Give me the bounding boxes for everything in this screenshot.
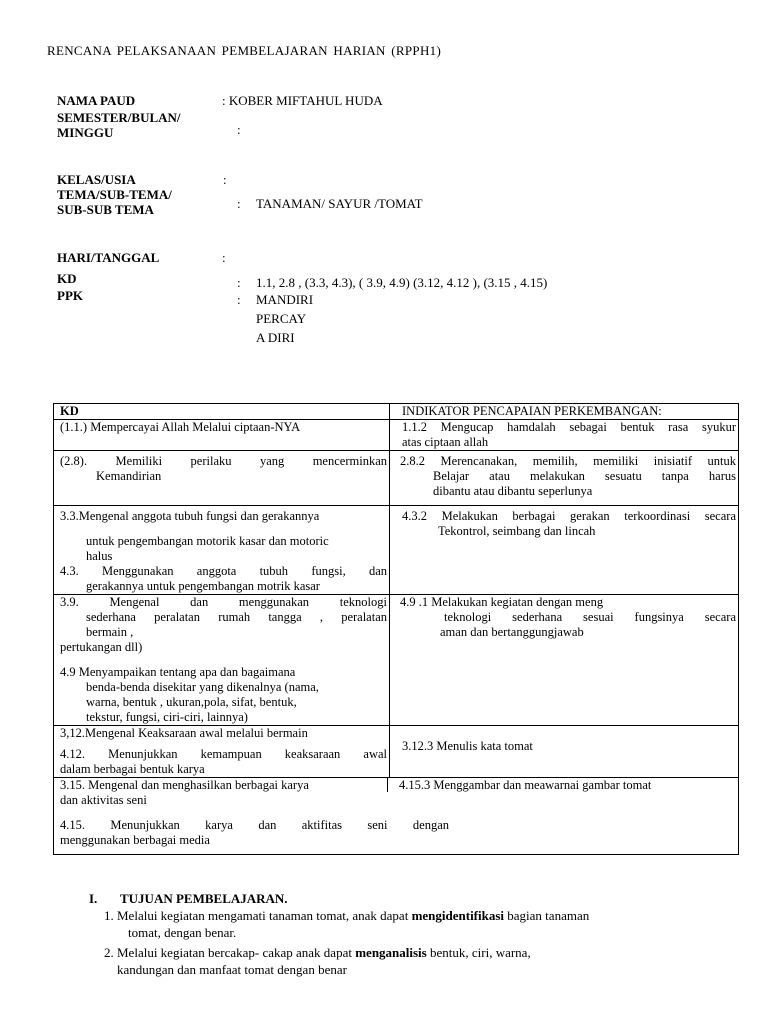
table-row xyxy=(54,506,739,595)
header-kd: KD xyxy=(54,404,390,420)
item-keyword: menganalisis xyxy=(355,945,427,960)
cell-text: 3,12.Mengenal Keaksaraan awal melalui bermain xyxy=(60,726,308,740)
table-row xyxy=(54,726,739,778)
cell-text: 2.8.2 Merencanakan, memilih, memiliki inisiatif untuk xyxy=(400,454,736,468)
tema-label-line1: TEMA/SUB-TEMA/ xyxy=(57,187,172,202)
tema-colon: : xyxy=(237,196,241,211)
item-text: bagian tanaman xyxy=(507,908,590,923)
ppk-value: MANDIRI xyxy=(256,292,314,307)
cell-text: bermain , xyxy=(86,625,134,639)
ppk-value: A DIRI xyxy=(256,330,295,345)
kd-cell xyxy=(54,451,390,506)
table-row xyxy=(54,420,739,451)
kd-table xyxy=(53,403,739,855)
cell-text: 4.9 .1 Melakukan kegiatan dengan meng xyxy=(400,595,604,609)
kd-label: KD xyxy=(57,271,77,286)
cell-text: 4.15. Menunjukkan karya dan aktifitas seni dengan xyxy=(60,818,449,832)
tema-label xyxy=(57,187,172,217)
table-row xyxy=(54,778,739,855)
ppk-colon: : xyxy=(237,292,241,307)
cell-text: halus xyxy=(86,549,113,563)
semester-label xyxy=(57,110,181,140)
cell-text: 3.9. Mengenal dan menggunakan teknologi xyxy=(60,595,387,609)
hari-value: : xyxy=(222,250,226,265)
ppk-value: PERCAY xyxy=(256,311,307,326)
cell-text: 1.1.2 Mengucap hamdalah sebagai bentuk rasa syukur xyxy=(402,420,736,434)
cell-text: teknologi sederhana sesuai fungsinya secara xyxy=(444,610,736,624)
cell-text: (2.8). Memiliki perilaku yang mencerminkan xyxy=(60,454,387,468)
cell-text: 4.12. Menunjukkan kemampuan keaksaraan awal xyxy=(60,747,387,761)
kd-cell xyxy=(54,506,390,595)
tujuan-heading xyxy=(89,891,288,907)
indikator-text: 4.15.3 Menggambar dan meawarnai gambar tomat xyxy=(399,778,652,792)
cell-text: Belajar atau melakukan sesuatu tanpa harus xyxy=(433,469,736,483)
kd-cell xyxy=(54,778,739,855)
cell-text: untuk pengembangan motorik kasar dan motoric xyxy=(86,534,329,548)
cell-text: aman dan bertanggungjawab xyxy=(440,625,584,639)
tema-label-line2: SUB-SUB TEMA xyxy=(57,202,154,217)
section-title: TUJUAN PEMBELAJARAN. xyxy=(120,891,288,906)
indikator-cell xyxy=(390,726,739,778)
cell-text: pertukangan dll) xyxy=(60,640,143,654)
table-row xyxy=(54,451,739,506)
indikator-cell xyxy=(390,506,739,595)
kd-cell xyxy=(54,420,390,451)
ppk-label: PPK xyxy=(57,288,83,303)
item-keyword: mengidentifikasi xyxy=(411,908,505,923)
semester-value: : xyxy=(237,122,241,137)
cell-text: 3.3.Mengenal anggota tubuh fungsi dan gerakannya xyxy=(60,509,320,523)
cell-text: benda-benda disekitar yang dikenalnya (nama, xyxy=(86,680,319,694)
cell-text: gerakannya untuk pengembangan motrik kasar xyxy=(86,579,320,593)
table-row xyxy=(54,595,739,726)
semester-label-line2: MINGGU xyxy=(57,125,114,140)
kelas-label: KELAS/USIA xyxy=(57,172,136,187)
semester-label-line1: SEMESTER/BULAN/ xyxy=(57,110,181,125)
cell-text: menggunakan berbagai media xyxy=(60,833,210,847)
cell-text: dalam berbagai bentuk karya xyxy=(60,762,205,776)
cell-text: 4.9 Menyampaikan tentang apa dan bagaimana xyxy=(60,665,296,679)
indikator-cell xyxy=(390,451,739,506)
nama-paud-value: : KOBER MIFTAHUL HUDA xyxy=(222,93,383,108)
item-text: bentuk, ciri, warna, xyxy=(429,945,531,960)
ppk-values xyxy=(256,290,313,347)
tema-value: TANAMAN/ SAYUR /TOMAT xyxy=(256,196,423,211)
cell-text: tekstur, fungsi, ciri-ciri, lainnya) xyxy=(86,710,248,724)
cell-text: dibantu atau dibantu seperlunya xyxy=(433,484,593,498)
kelas-value: : xyxy=(223,172,227,187)
cell-text: dan aktivitas seni xyxy=(60,793,147,807)
cell-text: Kemandirian xyxy=(96,469,162,483)
tujuan-item-1 xyxy=(104,907,667,941)
item-text: Melalui kegiatan bercakap- cakap anak dapat xyxy=(117,945,352,960)
item-text: tomat, dengan benar. xyxy=(128,925,237,940)
kd-cell xyxy=(54,726,390,778)
cell-text: Tekontrol, seimbang dan lincah xyxy=(438,524,596,538)
cell-text: atas ciptaan allah xyxy=(402,435,489,449)
header-indikator: INDIKATOR PENCAPAIAN PERKEMBANGAN: xyxy=(390,404,739,420)
item-text: Melalui kegiatan mengamati tanaman tomat, anak dapat xyxy=(117,908,409,923)
item-number: 1. xyxy=(104,908,114,923)
item-number: 2. xyxy=(104,945,114,960)
indikator-cell xyxy=(390,595,739,726)
hari-label: HARI/TANGGAL xyxy=(57,250,160,265)
cell-text: 3.15. Mengenal dan menghasilkan berbagai karya xyxy=(60,778,309,792)
cell-text: warna, bentuk , ukuran,pola, sifat, bentuk, xyxy=(86,695,297,709)
cell-text: 4.3.2 Melakukan berbagai gerakan terkoordinasi secara xyxy=(402,509,736,523)
nama-paud-label: NAMA PAUD xyxy=(57,93,136,108)
table-header-row xyxy=(54,404,739,420)
indikator-cell xyxy=(390,420,739,451)
tujuan-item-2 xyxy=(104,944,667,978)
cell-text: 3.12.3 Menulis kata tomat xyxy=(402,739,533,753)
page-title: RENCANA PELAKSANAAN PEMBELAJARAN HARIAN (RPPH1) xyxy=(47,43,442,58)
kd-colon: : xyxy=(237,275,241,290)
kd-cell xyxy=(54,595,390,726)
item-text: kandungan dan manfaat tomat dengan benar xyxy=(117,962,347,977)
cell-text: 4.3. Menggunakan anggota tubuh fungsi, dan xyxy=(60,564,387,578)
cell-text: (1.1.) Mempercayai Allah Melalui ciptaan-NYA xyxy=(60,420,301,434)
section-numeral: I. xyxy=(89,891,98,906)
cell-text: sederhana peralatan rumah tangga , peralatan xyxy=(86,610,387,624)
kd-value: 1.1, 2.8 , (3.3, 4.3), ( 3.9, 4.9) (3.12, 4.12 ), (3.15 , 4.15) xyxy=(256,275,548,290)
